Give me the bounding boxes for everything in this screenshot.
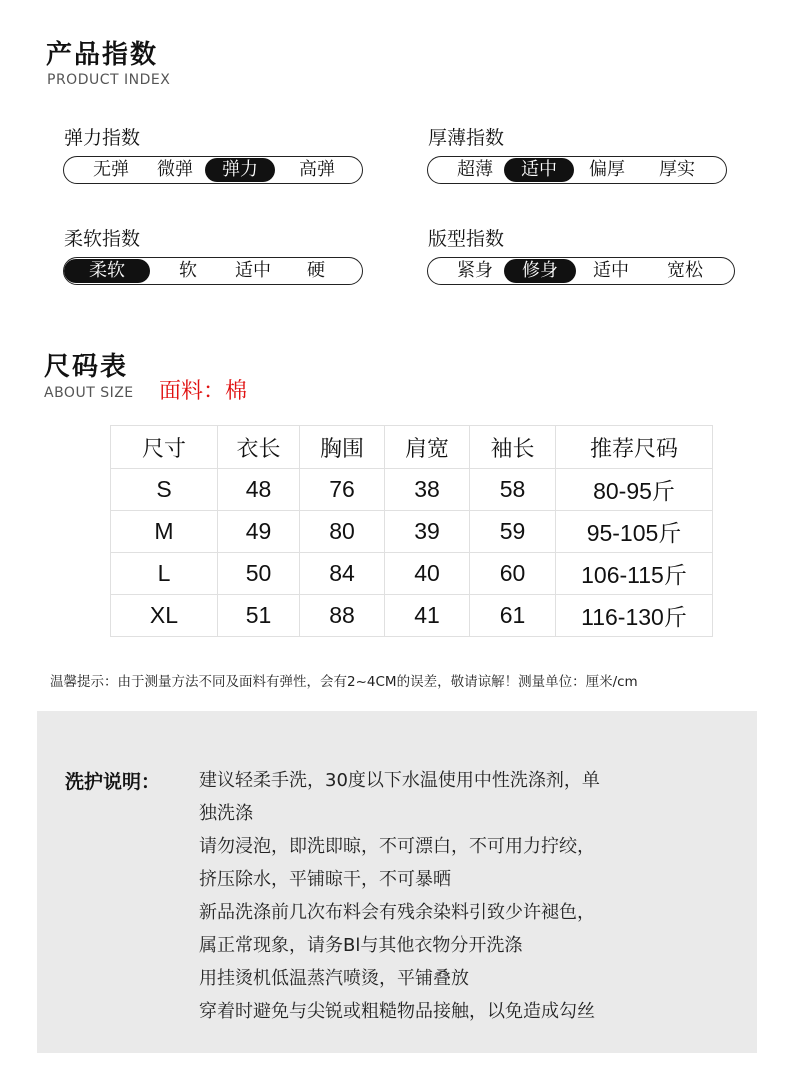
- thickness-option-selected: 适中: [504, 158, 574, 182]
- softness-option: 软: [179, 260, 197, 281]
- fit-option-selected: 修身: [504, 259, 576, 283]
- elasticity-option: 无弹: [93, 159, 129, 180]
- table-cell: L: [111, 553, 218, 595]
- fit-label: 版型指数: [428, 228, 505, 250]
- table-cell: 76: [300, 469, 385, 511]
- table-cell: 58: [470, 469, 556, 511]
- header-cell: 衣长: [218, 426, 300, 469]
- care-line: 请勿浸泡，即洗即晾，不可漂白，不可用力拧绞，: [199, 836, 595, 857]
- thickness-option: 超薄: [457, 159, 493, 180]
- table-cell: M: [111, 511, 218, 553]
- table-cell: 40: [385, 553, 470, 595]
- size-table: [110, 425, 713, 637]
- table-cell: 50: [218, 553, 300, 595]
- elasticity-option: 高弹: [299, 159, 335, 180]
- table-row: [111, 553, 713, 595]
- table-cell: XL: [111, 595, 218, 637]
- table-cell: 88: [300, 595, 385, 637]
- care-line: 属正常现象，请务Bl与其他衣物分开洗涤: [199, 935, 523, 956]
- softness-label: 柔软指数: [64, 228, 141, 250]
- thickness-option: 厚实: [659, 159, 695, 180]
- product-index-subtitle: PRODUCT INDEX: [47, 72, 171, 88]
- elasticity-option-selected: 弹力: [205, 158, 275, 182]
- header-cell: 胸围: [300, 426, 385, 469]
- fit-scale: [427, 257, 735, 285]
- header-cell: 肩宽: [385, 426, 470, 469]
- table-cell: 51: [218, 595, 300, 637]
- table-cell: 80-95斤: [556, 469, 713, 511]
- measurement-note: 温馨提示：由于测量方法不同及面料有弹性，会有2~4CM的误差，敬请谅解！测量单位：厘米/cm: [50, 674, 638, 690]
- fit-option: 适中: [593, 260, 629, 281]
- header-cell: 袖长: [470, 426, 556, 469]
- size-chart-title: 尺码表: [44, 352, 129, 382]
- care-line: 挤压除水，平铺晾干，不可暴晒: [199, 869, 451, 890]
- softness-option-selected: 柔软: [64, 259, 150, 283]
- care-line: 独洗涤: [199, 803, 253, 824]
- elasticity-label: 弹力指数: [64, 127, 141, 149]
- header-cell: 推荐尺码: [556, 426, 713, 469]
- care-lines: [199, 764, 699, 1028]
- table-cell: 84: [300, 553, 385, 595]
- table-cell: S: [111, 469, 218, 511]
- table-cell: 38: [385, 469, 470, 511]
- thickness-scale: [427, 156, 727, 184]
- care-line: 穿着时避免与尖锐或粗糙物品接触，以免造成勾丝: [199, 1001, 595, 1022]
- fit-option: 紧身: [457, 260, 493, 281]
- table-cell: 59: [470, 511, 556, 553]
- elasticity-scale: [63, 156, 363, 184]
- table-cell: 41: [385, 595, 470, 637]
- product-index-title: 产品指数: [46, 40, 159, 70]
- table-header-row: [111, 426, 713, 469]
- table-cell: 49: [218, 511, 300, 553]
- thickness-label: 厚薄指数: [428, 127, 505, 149]
- table-row: [111, 595, 713, 637]
- table-cell: 106-115斤: [556, 553, 713, 595]
- table-cell: 60: [470, 553, 556, 595]
- table-row: [111, 511, 713, 553]
- table-cell: 80: [300, 511, 385, 553]
- header-cell: 尺寸: [111, 426, 218, 469]
- softness-option: 硬: [307, 260, 325, 281]
- softness-scale: [63, 257, 363, 285]
- table-row: [111, 469, 713, 511]
- care-line: 用挂烫机低温蒸汽喷烫，平铺叠放: [199, 968, 469, 989]
- size-chart-subtitle: ABOUT SIZE: [44, 385, 134, 401]
- care-title: 洗护说明：: [65, 771, 161, 793]
- table-cell: 61: [470, 595, 556, 637]
- table-cell: 39: [385, 511, 470, 553]
- care-line: 新品洗涤前几次布料会有残余染料引致少许褪色，: [199, 902, 595, 923]
- table-cell: 116-130斤: [556, 595, 713, 637]
- elasticity-option: 微弹: [157, 159, 193, 180]
- table-cell: 48: [218, 469, 300, 511]
- care-line: 建议轻柔手洗，30度以下水温使用中性洗涤剂，单: [199, 770, 600, 791]
- fabric-label: 面料：棉: [159, 379, 248, 404]
- softness-option: 适中: [235, 260, 271, 281]
- table-cell: 95-105斤: [556, 511, 713, 553]
- thickness-option: 偏厚: [589, 159, 625, 180]
- fit-option: 宽松: [667, 260, 703, 281]
- care-instructions-panel: [37, 711, 757, 1053]
